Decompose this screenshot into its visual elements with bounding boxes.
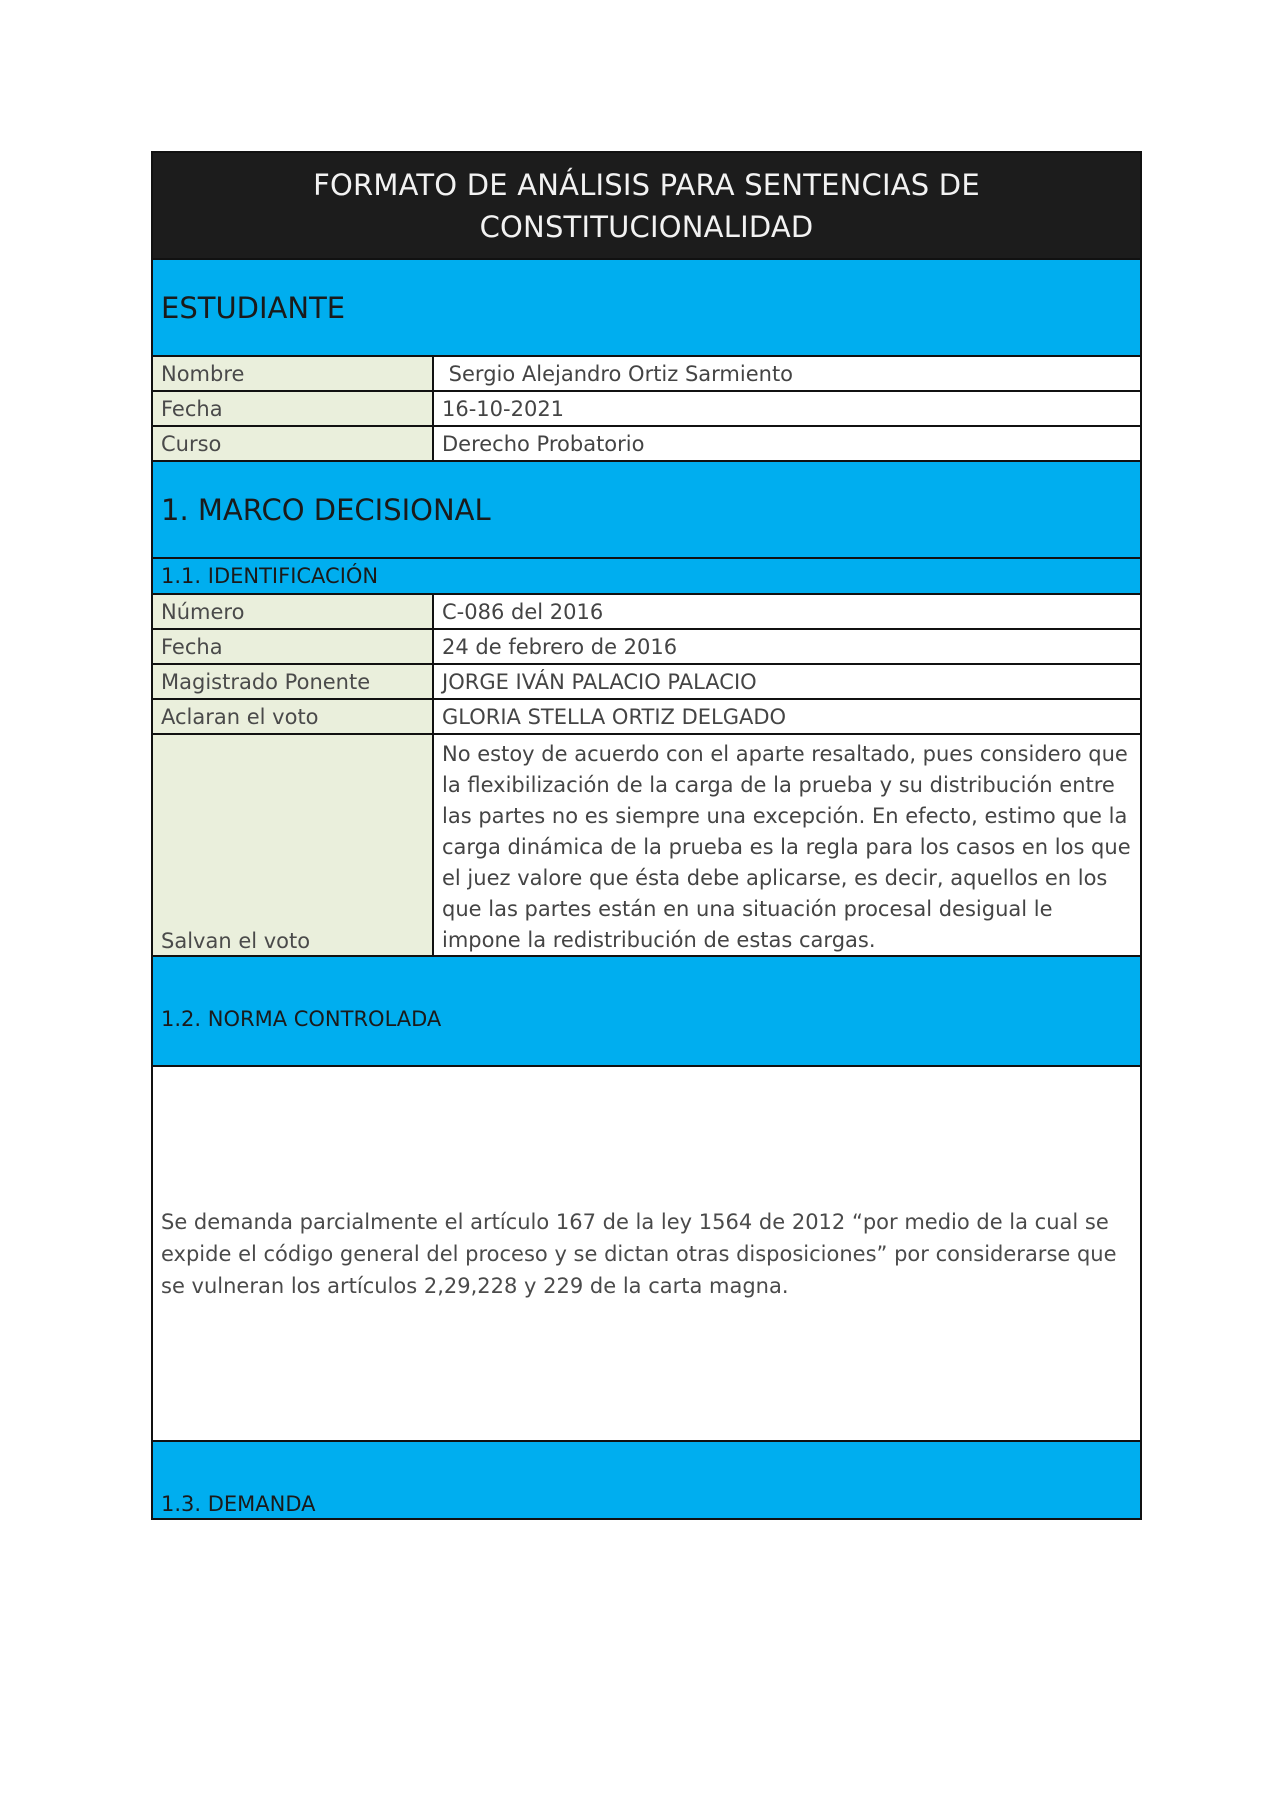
- row-fecha-sentencia-value: 24 de febrero de 2016: [442, 634, 678, 659]
- section-norma-controlada-heading: [153, 957, 1140, 1067]
- section-norma-controlada-label: 1.2. NORMA CONTROLADA: [161, 1007, 442, 1031]
- norma-controlada-body: [153, 1067, 1140, 1442]
- row-nombre-label: Nombre: [153, 357, 434, 390]
- row-magistrado-ponente: [153, 665, 1140, 700]
- row-fecha-estudiante-value: 16-10-2021: [442, 396, 565, 421]
- row-fecha-sentencia-label: Fecha: [153, 630, 434, 663]
- section-estudiante-label: ESTUDIANTE: [161, 290, 346, 325]
- section-estudiante-heading: [153, 260, 1140, 357]
- row-magistrado-ponente-label: Magistrado Ponente: [153, 665, 434, 698]
- row-aclaran-voto-value: GLORIA STELLA ORTIZ DELGADO: [442, 704, 787, 729]
- row-curso-label: Curso: [153, 427, 434, 460]
- row-salvan-voto-label: Salvan el voto: [153, 735, 434, 955]
- form-title-line-2: CONSTITUCIONALIDAD: [479, 209, 814, 244]
- row-curso: [153, 427, 1140, 462]
- section-marco-decisional-label: 1. MARCO DECISIONAL: [161, 492, 491, 527]
- row-salvan-voto-value: No estoy de acuerdo con el aparte resaltado, pues considero que la flexibilización de la carga de la prueba y su distribución entre las partes no es siempre una excepción. En efecto, estimo que la carga dinámica de la prueba es la regla para los casos en los que el juez valore que ésta debe aplicarse, es decir, aquellos en los que las partes están en una situación procesal desigual le impone la redistribución de estas cargas.: [442, 742, 1131, 952]
- section-demanda-heading: [153, 1442, 1140, 1518]
- row-aclaran-voto-label: Aclaran el voto: [153, 700, 434, 733]
- section-marco-decisional-heading: [153, 462, 1140, 559]
- row-curso-value: Derecho Probatorio: [442, 431, 645, 456]
- row-nombre-value: Sergio Alejandro Ortiz Sarmiento: [442, 361, 794, 386]
- section-identificacion-heading: [153, 559, 1140, 595]
- section-demanda-label: 1.3. DEMANDA: [161, 1492, 316, 1516]
- analysis-form: [151, 151, 1142, 1520]
- row-numero: [153, 595, 1140, 630]
- row-fecha-estudiante: [153, 392, 1140, 427]
- row-fecha-sentencia: [153, 630, 1140, 665]
- row-numero-label: Número: [153, 595, 434, 628]
- norma-controlada-text: Se demanda parcialmente el artículo 167 de la ley 1564 de 2012 “por medio de la cual se expide el código general del proceso y se dictan otras disposiciones” por considerarse que se vulneran los artículos 2,29,228 y 229 de la carta magna.: [161, 1209, 1117, 1298]
- row-aclaran-voto: [153, 700, 1140, 735]
- row-numero-value: C-086 del 2016: [442, 599, 604, 624]
- section-identificacion-label: 1.1. IDENTIFICACIÓN: [161, 564, 379, 588]
- row-salvan-voto: [153, 735, 1140, 957]
- row-nombre: [153, 357, 1140, 392]
- form-title-line-1: FORMATO DE ANÁLISIS PARA SENTENCIAS DE: [313, 167, 980, 202]
- form-title: [153, 153, 1140, 260]
- row-magistrado-ponente-value: JORGE IVÁN PALACIO PALACIO: [442, 669, 757, 694]
- row-fecha-estudiante-label: Fecha: [153, 392, 434, 425]
